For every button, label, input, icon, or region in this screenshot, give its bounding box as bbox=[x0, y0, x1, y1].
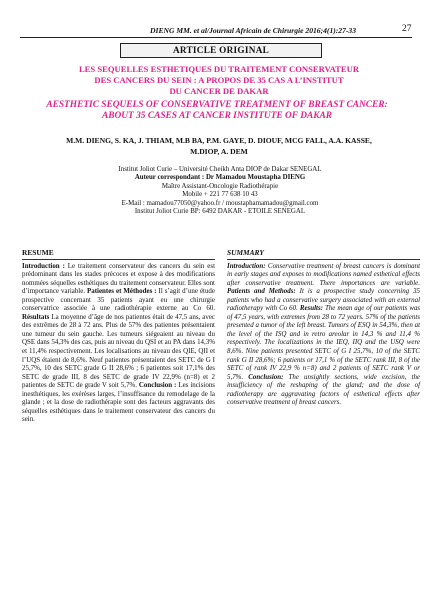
title-english-line: ABOUT 35 CASES AT CANCER INSTITUTE OF DAKAR bbox=[101, 111, 332, 121]
title-english-line: AESTHETIC SEQUELS OF CONSERVATIVE TREATMENT OF BREAST CANCER: bbox=[46, 100, 388, 110]
title-french bbox=[40, 64, 398, 97]
summary-methods-text: It is a prospective study concerning 35 patients who had a conservative surgery associated with an external radiotherapy with Co 60. bbox=[227, 287, 421, 313]
resume-conclusion-label: Conclusion : bbox=[138, 381, 177, 390]
title-french-line: LES SEQUELLES ESTHETIQUES DU TRAITEMENT CONSERVATEUR bbox=[78, 64, 360, 74]
summary-rule bbox=[227, 259, 420, 260]
summary-conclusion-label: Conclusion: bbox=[248, 372, 284, 381]
resume-abstract bbox=[22, 262, 215, 424]
affiliation-block bbox=[60, 166, 380, 216]
summary-abstract bbox=[227, 262, 420, 407]
affiliation-institution: Institut Joliot Curie – Université Cheikh Anta DIOP de Dakar SENEGAL bbox=[118, 166, 322, 173]
running-head: DIENG MM. et al/Journal Africain de Chirurgie 2016;4(1):27-33 bbox=[150, 26, 357, 35]
resume-methods-text: Il s’agit d’une étude prospective concernant 35 patients ayant eu une chirurgie conservatrice associée à une radiothérapie externe au Co 60. bbox=[22, 287, 215, 313]
author-email: E-Mail : mamadou77050@yahoo.fr / moustaphamamadou@gmail.com bbox=[121, 199, 319, 207]
header-rule bbox=[20, 37, 412, 38]
title-french-line: DU CANCER DE DAKAR bbox=[169, 86, 269, 96]
summary-intro-text: Conservative treatment of breast cancers is dominant in early stages and exposes to modifications named esthetical effects after conservative treatment. There importances are variable. bbox=[227, 261, 420, 287]
resume-conclusion-text: Les incisions inesthétiques, les exérèses larges, l’insuffisance du remodelage de la glande ; et la dose de radiothérapie sont des facteurs aggravants des séquelles esthétiques dans le traitement conservateur des cancers du sein. bbox=[22, 381, 215, 424]
resume-methods-label: Patientes et Méthodes : bbox=[87, 287, 157, 296]
summary-heading: SUMMARY bbox=[227, 248, 264, 257]
article-type-box: ARTICLE ORIGINAL bbox=[120, 43, 322, 58]
resume-column bbox=[22, 249, 215, 424]
corresponding-author: Auteur correspondant : Dr Mamadou Moustapha DIENG bbox=[134, 174, 306, 182]
title-english bbox=[30, 100, 404, 122]
resume-results-label: Résultats bbox=[22, 312, 50, 321]
author-list bbox=[40, 135, 398, 157]
summary-conclusion-text: The unsightly sections, wide excision, the insufficiency of the reshaping of the gland; and the dose of radiotherapy are aggravating factors of esthetical effects after conservative treatment of breast cancers. bbox=[227, 372, 420, 407]
resume-results-text: La moyenne d’âge de nos patientes était de 47,5 ans, avec des extrêmes de 28 à 72 ans. Plus de 57% des patientes présentaient une tumeur du sein gauche. Les tumeurs siégeaient au niveau du QSE dans 54,3% des cas, puis au niveau du QSI et au PA dans 14,3% et 11,4% respectivement. Les localisations au niveau des QIE, QII et l’UQS étaient de 8,6%. Neuf patientes présentaient des SETC de G I 25,7%, 10 des SETC grade G II 28,6% ; 6 patientes soit 17,1% des SETC de grade III, 8 des SETC de grade IV 22,9% (n=8) et 2 patientes de SETC de grade V soit 5,7%. bbox=[22, 312, 215, 390]
summary-results-text: The mean age of our patients was of 47,5 years, with extremes from 28 to 72 years. 57% of the patients presented a tumor of the left breast. Tumors of ESQ in 54,3%, then at the level of the ISQ and in retro areolar in 14,3 % and 11,4 % respectively. The localizations in the IEQ, IIQ and the USQ were 8,6%. Nine patients presented SETC of G I 25,7%, 10 of the SETC rank G II 28,6%; 6 patients or 17,1 % of the SETC rank III, 8 of the SETC of rank IV 22,9 % n=8) and 2 patients of SETC rank V or 5,7%. bbox=[227, 304, 420, 381]
author-line: M.DIOP, A. DEM bbox=[190, 147, 248, 156]
title-french-line: DES CANCERS DU SEIN : A PROPOS DE 35 CAS A L’INSTITUT bbox=[94, 75, 344, 85]
resume-heading: RESUME bbox=[22, 248, 54, 257]
author-mobile: Mobile + 221 77 638 10 43 bbox=[182, 191, 258, 199]
page-number: 27 bbox=[402, 24, 412, 34]
summary-column bbox=[227, 249, 420, 407]
institution-address: Institut Joliot Curie BP: 6492 DAKAR - ETOILE SENEGAL bbox=[134, 208, 306, 216]
summary-intro-label: Introduction: bbox=[227, 261, 266, 270]
author-title: Maître Assistant-Oncologie Radiothérapie bbox=[161, 182, 279, 190]
author-line: M.M. DIENG, S. KA, J. THIAM, M.B BA, P.M. GAYE, D. DIOUF, MCG FALL, A.A. KASSE, bbox=[66, 136, 372, 145]
resume-intro-text: Le traitement conservateur des cancers du sein est prédominant dans les stades précoces et expose à des modifications nommées séquelles esthétiques du traitement conservateur. Elles sont d’importance variable. bbox=[22, 261, 215, 296]
resume-intro-label: Introduction : bbox=[22, 261, 65, 270]
summary-methods-label: Patients and Methods: bbox=[227, 287, 296, 296]
resume-rule bbox=[22, 259, 215, 260]
summary-results-label: Results: bbox=[299, 304, 323, 313]
